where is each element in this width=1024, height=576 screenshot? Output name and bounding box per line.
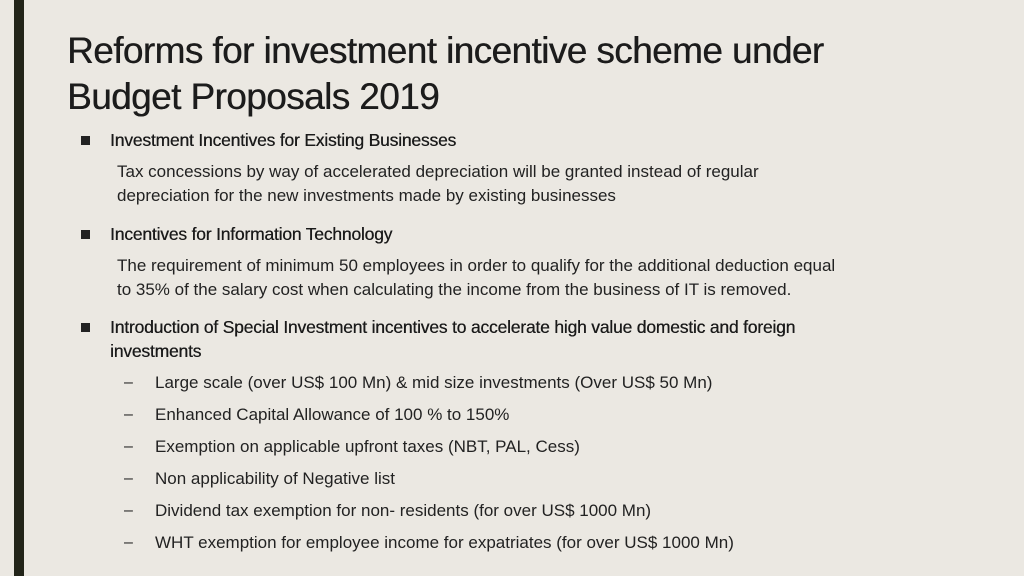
square-bullet-icon [81, 230, 90, 239]
dash-bullet: – [124, 374, 133, 391]
slide-title-line1: Reforms for investment incentive scheme under [67, 30, 824, 71]
section-body-line: The requirement of minimum 50 employees in order to qualify for the additional deduction equal [117, 256, 836, 275]
sub-item: Dividend tax exemption for non- residents (for over US$ 1000 Mn) [155, 501, 652, 520]
section-body-line: to 35% of the salary cost when calculating the income from the business of IT is removed. [117, 280, 792, 299]
dash-bullet: – [124, 406, 133, 423]
sub-item: Non applicability of Negative list [155, 469, 396, 488]
dash-bullet: – [124, 534, 133, 551]
section-heading: Incentives for Information Technology [110, 224, 393, 244]
square-bullet-icon [81, 136, 90, 145]
sub-item: Enhanced Capital Allowance of 100 % to 150% [155, 405, 510, 424]
dash-bullet: – [124, 502, 133, 519]
left-accent-bar [14, 0, 24, 576]
sub-item: WHT exemption for employee income for expatriates (for over US$ 1000 Mn) [155, 533, 734, 552]
slide-title-line2: Budget Proposals 2019 [67, 76, 440, 117]
square-bullet-icon [81, 323, 90, 332]
dash-bullet: – [124, 438, 133, 455]
section-body-line: Tax concessions by way of accelerated depreciation will be granted instead of regular [117, 162, 759, 181]
sub-item: Large scale (over US$ 100 Mn) & mid size investments (Over US$ 50 Mn) [155, 373, 713, 392]
section-body-line: depreciation for the new investments made by existing businesses [117, 186, 616, 205]
section-heading: investments [110, 341, 202, 361]
sub-item: Exemption on applicable upfront taxes (NBT, PAL, Cess) [155, 437, 580, 456]
section-heading: Investment Incentives for Existing Businesses [110, 130, 457, 150]
slide-title [67, 28, 987, 120]
dash-bullet: – [124, 470, 133, 487]
section-heading: Introduction of Special Investment incentives to accelerate high value domestic and foreign [110, 317, 796, 337]
